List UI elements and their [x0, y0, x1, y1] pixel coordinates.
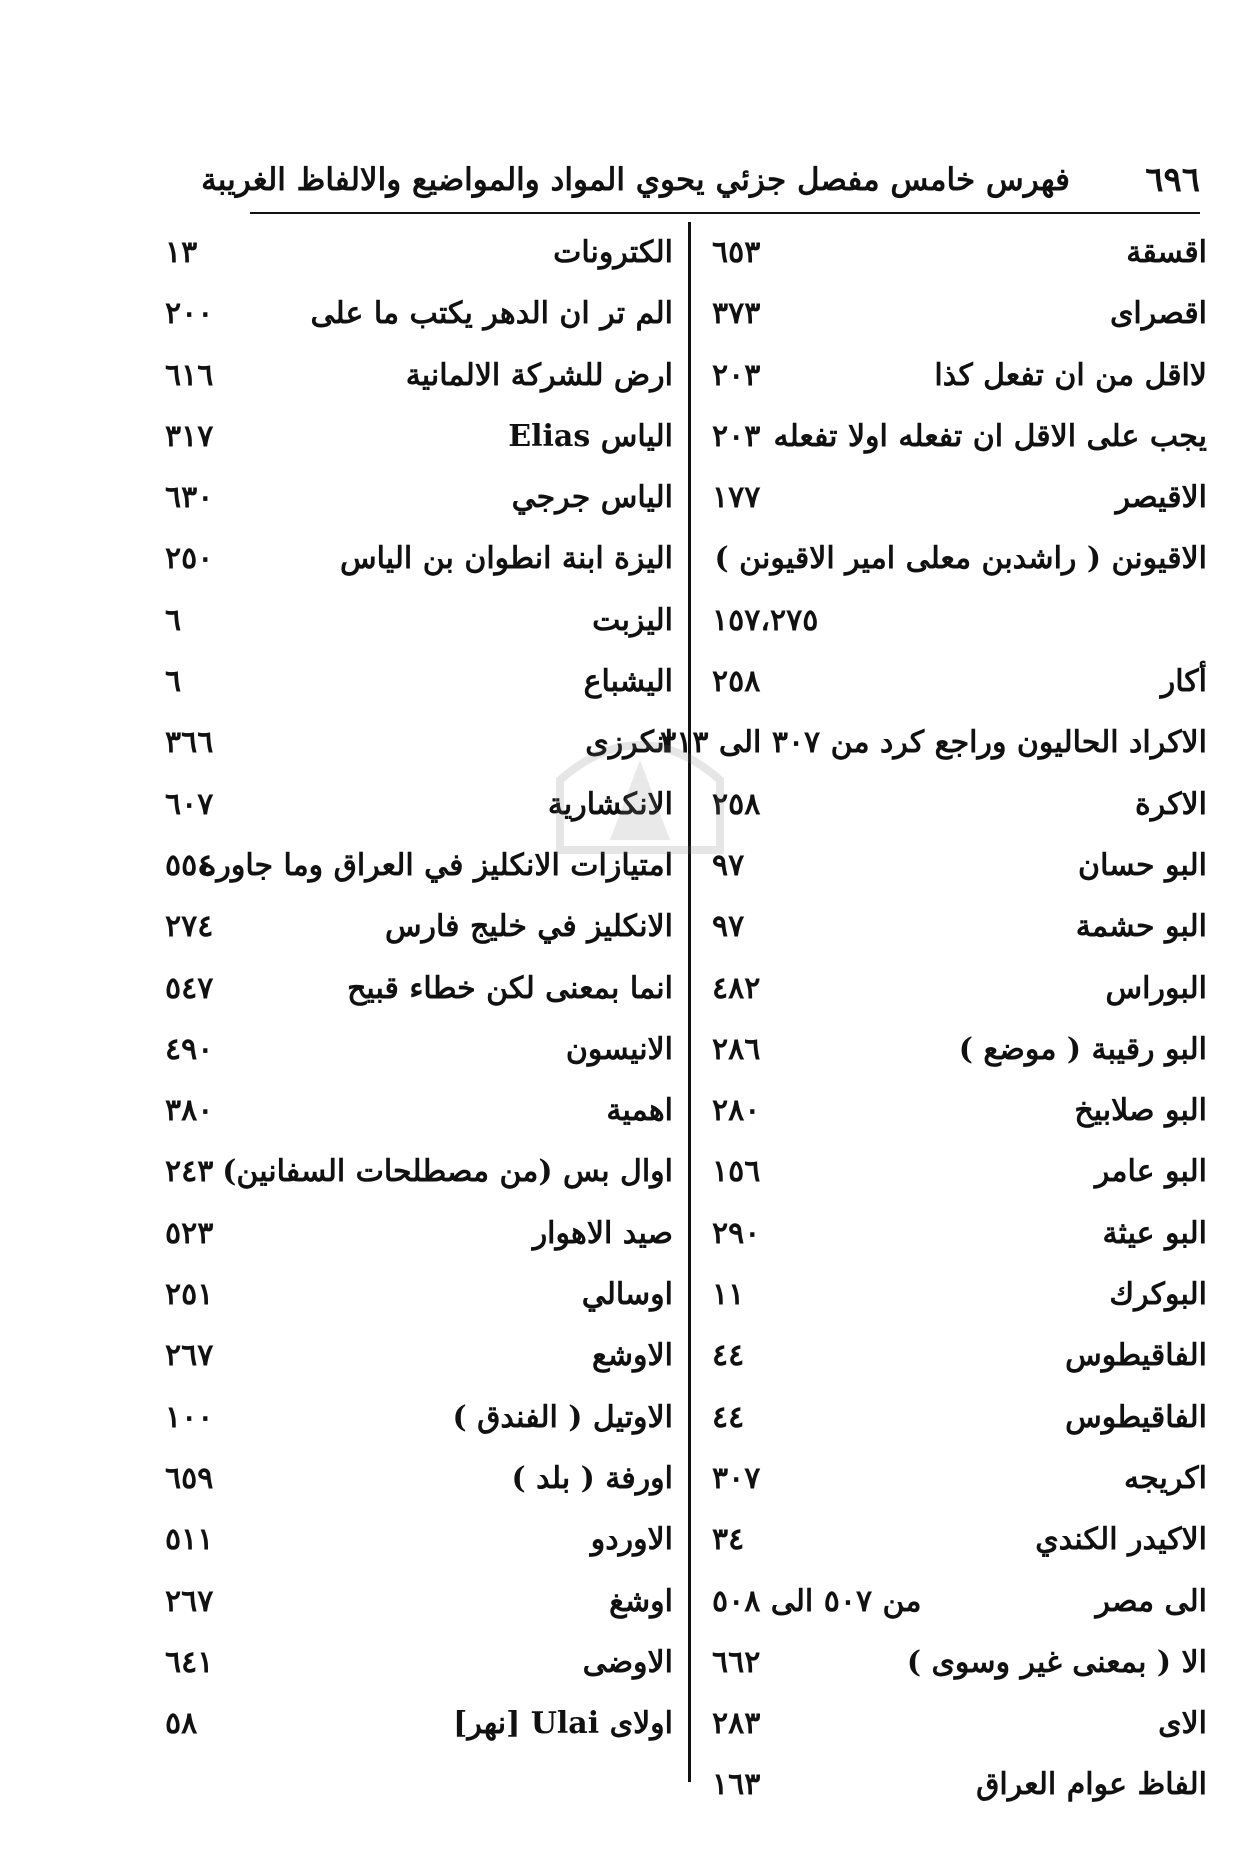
left-index-entry [165, 896, 673, 957]
left-index-entry [165, 1571, 673, 1632]
entry-page-number: ٢٥٨ [712, 664, 761, 700]
entry-term: البو صلابيخ [1074, 1093, 1207, 1129]
entry-page-number: ٢٥٨ [712, 786, 761, 822]
entry-term: انما بمعنى لكن خطاء قبيح [347, 970, 673, 1006]
left-index-entry [165, 222, 673, 283]
entry-page-number: ٢٩٠ [712, 1215, 761, 1251]
entry-term: البو عيثة [1102, 1215, 1207, 1251]
entry-term: الاوضى [582, 1644, 673, 1680]
entry-term: الم تر ان الدهر يكتب ما على [310, 296, 673, 332]
right-index-entry [712, 1509, 1207, 1570]
entry-term: الفاقيطوس [1065, 1338, 1207, 1374]
entry-page-number: ٦٠٧ [165, 786, 214, 822]
entry-page-number: ٣٦٦ [165, 725, 214, 761]
entry-term: الفاظ عوام العراق [976, 1767, 1207, 1803]
left-index-entry [165, 1387, 673, 1448]
entry-term: البو حسان [1078, 847, 1207, 883]
entry-page-number: ٤٤ [712, 1338, 745, 1374]
right-column [660, 222, 1207, 1816]
entry-page-number: ٤٤ [712, 1399, 745, 1435]
entry-page-number: ١٧٧ [712, 480, 761, 516]
entry-term: اورفة ( بلد ) [511, 1460, 673, 1496]
entry-page-number: ١٥٧،٢٧٥ [712, 602, 819, 638]
entry-term: انكرزى [585, 725, 673, 761]
left-index-entry [165, 1080, 673, 1141]
entry-term: الاوشع [591, 1338, 673, 1374]
entry-page-number: ٥٢٣ [165, 1215, 214, 1251]
right-index-entry [712, 1264, 1207, 1325]
entry-page-number: ١٠٠ [165, 1399, 214, 1435]
entry-page-number: ٢٠٣ [712, 357, 761, 393]
entry-term: اكريجه [1124, 1460, 1207, 1496]
right-index-entry [712, 1019, 1207, 1080]
entry-term: اولاى Ulai [نهر] [453, 1706, 673, 1742]
left-index-entry [165, 1264, 673, 1325]
entry-page-number: ٣٠٧ [712, 1460, 761, 1496]
entry-term: الياس Elias [508, 418, 673, 454]
right-index-entry [712, 1387, 1207, 1448]
entry-page-number: ٦١٦ [165, 357, 214, 393]
entry-page-number: ٦٤١ [165, 1644, 214, 1680]
page-number: ٦٩٦ [1145, 160, 1200, 200]
entry-page-number: ٢٠٠ [165, 296, 214, 332]
page-header [201, 156, 1200, 214]
entry-term: اقسقة [1126, 235, 1207, 270]
entry-term: الفاقيطوس [1065, 1399, 1207, 1435]
entry-term: الكترونات [553, 235, 673, 270]
entry-page-number: ١٣ [165, 235, 198, 270]
entry-term: الا ( بمعنى غير وسوى ) [906, 1644, 1207, 1680]
left-index-entry [165, 1448, 673, 1509]
entry-term: أكار [1160, 664, 1207, 700]
right-index-entry [660, 712, 1207, 773]
entry-page-number: ٣٨٠ [165, 1093, 214, 1129]
entry-term: الاقيصر [1115, 480, 1207, 516]
entry-page-number: ١٥٦ [712, 1154, 761, 1190]
right-index-entry [712, 590, 1207, 651]
entry-page-number: ٢٨٠ [712, 1093, 761, 1129]
entry-page-number: ٤٩٠ [165, 1031, 214, 1067]
entry-term: الانكليز في خليج فارس [384, 909, 673, 945]
right-index-entry [712, 1080, 1207, 1141]
right-index-entry [712, 774, 1207, 835]
column-divider [688, 222, 691, 1782]
right-index-entry [712, 528, 1207, 589]
right-index-entry [712, 1693, 1207, 1754]
entry-page-number: ٣١٧ [165, 418, 214, 454]
page-title: فهرس خامس مفصل جزئي يحوي المواد والمواضيع والالفاظ الغريبة [201, 162, 1070, 198]
entry-page-number: ٢٤٣ [165, 1154, 214, 1190]
entry-page-number: ٩٧ [712, 847, 745, 883]
entry-page-number: ٦ [165, 664, 182, 700]
entry-term: الاى [1158, 1706, 1207, 1742]
right-index-entry [712, 1632, 1207, 1693]
right-index-entry [712, 1571, 1207, 1632]
right-index-entry [712, 1325, 1207, 1386]
entry-term: الانكشارية [547, 786, 673, 822]
entry-page-number: من ٥٠٧ الى ٥٠٨ [712, 1583, 922, 1619]
right-index-entry [712, 406, 1207, 467]
entry-term: البو حشمة [1075, 909, 1207, 945]
left-index-entry [165, 1693, 673, 1754]
entry-page-number: ٦ [165, 602, 182, 638]
left-index-entry [165, 345, 673, 406]
entry-term: لااقل من ان تفعل كذا [934, 357, 1207, 393]
entry-term: الانيسون [565, 1031, 673, 1067]
right-index-entry [712, 651, 1207, 712]
entry-term: يجب على الاقل ان تفعله اولا تفعله [773, 418, 1207, 454]
entry-page-number: ٥٥٤ [165, 847, 214, 883]
entry-page-number: ٢٧٤ [165, 909, 214, 945]
entry-page-number: ٥١١ [165, 1522, 214, 1558]
watermark-emblem-icon [540, 720, 740, 860]
entry-term: البو رقيبة ( موضع ) [958, 1031, 1207, 1067]
entry-page-number: ٦٥٩ [165, 1460, 214, 1496]
entry-term: اوال بس (من مصطلحات السفانين) [222, 1154, 673, 1190]
entry-page-number: ٢٦٧ [165, 1583, 214, 1619]
right-index-entry [712, 1754, 1207, 1815]
entry-term: الاوتيل ( الفندق ) [452, 1399, 673, 1435]
right-index-entry [712, 835, 1207, 896]
entry-term: الاوردو [590, 1522, 673, 1558]
entry-page-number: ٦٣٠ [165, 480, 214, 516]
entry-term: اقصراى [1109, 296, 1207, 332]
left-index-entry [165, 406, 673, 467]
entry-page-number: ٢٥١ [165, 1277, 214, 1313]
entry-term: البوراس [1105, 970, 1207, 1006]
left-index-entry [165, 1019, 673, 1080]
entry-page-number: ٦٥٣ [712, 235, 761, 270]
right-index-entry [712, 1141, 1207, 1202]
entry-page-number: ٥٨ [165, 1706, 198, 1742]
entry-page-number: ٣٧٣ [712, 296, 761, 332]
entry-page-number: ١٦٣ [712, 1767, 761, 1803]
right-index-entry [712, 896, 1207, 957]
right-index-entry [712, 467, 1207, 528]
entry-page-number: ٩٧ [712, 909, 745, 945]
right-index-entry [712, 345, 1207, 406]
entry-term: امتيازات الانكليز في العراق وما جاوره [200, 847, 673, 883]
left-index-entry [165, 1509, 673, 1570]
entry-term: اهمية [606, 1093, 673, 1129]
entry-term: اوشغ [609, 1583, 673, 1619]
entry-page-number: ٦٦٢ [712, 1644, 761, 1680]
entry-page-number: ٥٤٧ [165, 970, 214, 1006]
entry-term: اليزبت [592, 602, 673, 638]
left-index-entry [165, 1203, 673, 1264]
left-index-entry [165, 528, 673, 589]
right-index-entry [712, 222, 1207, 283]
entry-term: الاقيونن ( راشدبن معلى امير الاقيونن ) [714, 541, 1207, 577]
right-index-entry [712, 283, 1207, 344]
left-index-entry [165, 958, 673, 1019]
entry-term: اليزة ابنة انطوان بن الياس [339, 541, 673, 577]
entry-term: الى مصر [1095, 1583, 1207, 1619]
entry-term: اوسالي [581, 1277, 673, 1313]
entry-page-number: ١١ [712, 1277, 745, 1313]
left-index-entry [165, 467, 673, 528]
entry-page-number: ٢٥٠ [165, 541, 214, 577]
entry-term: صيد الاهوار [532, 1215, 673, 1251]
left-index-entry [165, 1632, 673, 1693]
right-index-entry [712, 958, 1207, 1019]
entry-term: الاكراد الحاليون وراجع كرد من ٣٠٧ الى ٣١٣ [660, 725, 1207, 761]
entry-page-number: ٢٨٣ [712, 1706, 761, 1742]
entry-term: الاكيدر الكندي [1035, 1522, 1207, 1558]
entry-term: ارض للشركة الالمانية [405, 357, 673, 393]
left-index-entry [165, 1325, 673, 1386]
entry-page-number: ٤٨٢ [712, 970, 761, 1006]
entry-term: الاكرة [1135, 786, 1207, 822]
left-index-entry [165, 590, 673, 651]
left-index-entry [165, 1141, 673, 1202]
entry-page-number: ٢٦٧ [165, 1338, 214, 1374]
entry-term: البوكرك [1109, 1277, 1207, 1313]
entry-page-number: ٣٤ [712, 1522, 745, 1558]
right-index-entry [712, 1448, 1207, 1509]
left-column [165, 222, 673, 1754]
right-index-entry [712, 1203, 1207, 1264]
entry-term: الياس جرجي [511, 480, 673, 516]
entry-term: البو عامر [1094, 1154, 1207, 1190]
entry-term: اليشباع [583, 664, 673, 700]
left-index-entry [165, 283, 673, 344]
entry-page-number: ٢٠٣ [712, 418, 761, 454]
entry-page-number: ٢٨٦ [712, 1031, 761, 1067]
left-index-entry [165, 651, 673, 712]
